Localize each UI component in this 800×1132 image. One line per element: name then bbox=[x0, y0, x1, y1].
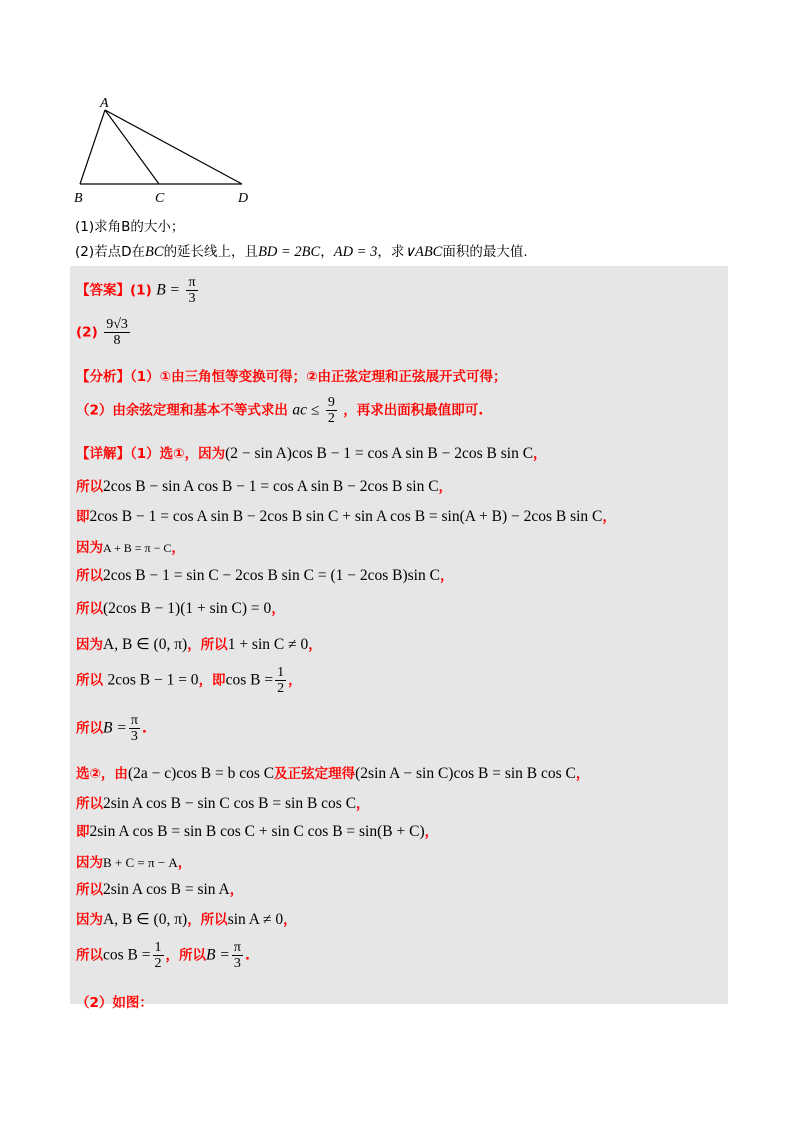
detail-eq-5: 2cos B − 1 = sin C − 2cos B sin C = (1 − 2cos B)sin C bbox=[103, 567, 440, 584]
detail-line-12: 即2sin A cos B = sin B cos C + sin C cos B = sin(B + C)， bbox=[76, 823, 439, 840]
label-c: C bbox=[155, 191, 165, 206]
triangle-figure bbox=[70, 92, 260, 207]
detail-line-14: 所以2sin A cos B = sin A， bbox=[76, 881, 244, 898]
detail-line-3: 即2cos B − 1 = cos A sin B − 2cos B sin C + sin A cos B = sin(A + B) − 2cos B sin C， bbox=[76, 508, 616, 525]
answer-line-1 bbox=[76, 275, 200, 306]
detail-eq-6: (2cos B − 1)(1 + sin C) = 0 bbox=[103, 600, 272, 617]
detail-line-7: 因为A, B ∈ (0, π)，所以1 + sin C ≠ 0， bbox=[76, 636, 322, 653]
side-ad bbox=[105, 110, 242, 184]
analysis-line-1 bbox=[76, 365, 507, 385]
analysis-fraction: $\frac{9}{2}$ bbox=[327, 395, 335, 426]
detail-line-8: 所以 2cos B − 1 = 0，即cos B = $\frac{1}{2}$ ， bbox=[76, 665, 302, 696]
answer-1-fraction: $\frac{\pi}{3}$ bbox=[188, 275, 196, 306]
side-ac bbox=[105, 110, 159, 184]
detail-eq-7a: A, B ∈ (0, π) bbox=[103, 636, 188, 653]
detail-eq-11: 2sin A cos B − sin C cos B = sin B cos C bbox=[103, 795, 357, 812]
detail-eq-3: 2cos B − 1 = cos A sin B − 2cos B sin C + sin A cos B = sin(A + B) − 2cos B sin C bbox=[89, 508, 603, 525]
answer-line-2 bbox=[76, 317, 132, 348]
label-d: D bbox=[238, 191, 249, 206]
detail-line-5: 所以2cos B − 1 = sin C − 2cos B sin C = (1 − 2cos B)sin C， bbox=[76, 567, 454, 584]
question-1: (1)求角B的大小； bbox=[75, 219, 185, 235]
detail-fraction-9: $\frac{\pi}{3}$ bbox=[130, 713, 138, 744]
analysis-ineq: ac ≤ bbox=[292, 401, 320, 419]
detail-fraction-16a: $\frac{1}{2}$ bbox=[154, 940, 162, 971]
detail-line-10: 选②，由(2a − c)cos B = b cos C及正弦定理得(2sin A − sin C)cos B = sin B cos C， bbox=[76, 765, 590, 782]
q2-cond-ad: AD = 3 bbox=[333, 244, 378, 260]
detail-line-9: 所以B = $\frac{\pi}{3}$ . bbox=[76, 713, 148, 744]
answer-2-fraction: $\frac{9√3}{8}$ bbox=[106, 317, 128, 348]
label-a: A bbox=[100, 96, 109, 111]
analysis-text-2a: （2）由余弦定理和基本不等式求出 bbox=[76, 402, 288, 419]
detail-eq-15a: A, B ∈ (0, π) bbox=[103, 911, 188, 928]
answer-2-label: (2) bbox=[76, 324, 98, 341]
detail-line-13: 因为B + C = π − A， bbox=[76, 855, 192, 871]
q2-sep: ， bbox=[320, 244, 334, 260]
q2-text-2: 的延长线上，且 bbox=[163, 244, 259, 260]
detail-line-11: 所以2sin A cos B − sin C cos B = sin B cos C， bbox=[76, 795, 370, 812]
detail-eq-8a: 2cos B − 1 = 0 bbox=[107, 671, 199, 689]
detail-eq-16a: cos B = bbox=[103, 946, 151, 964]
detail-line-1: 【详解】（1）选①，因为(2 − sin A)cos B − 1 = cos A sin B − 2cos B sin C， bbox=[76, 445, 547, 462]
analysis-text-1: 【分析】（1）①由三角恒等变换可得；②由正弦定理和正弦展开式可得； bbox=[76, 369, 507, 385]
answer-label: 【答案】(1) bbox=[76, 282, 152, 299]
detail-eq-7b: 1 + sin C ≠ 0 bbox=[227, 636, 309, 653]
detail-line-2: 所以2cos B − sin A cos B − 1 = cos A sin B − 2cos B sin C， bbox=[76, 478, 453, 495]
label-b: B bbox=[74, 191, 83, 206]
detail-eq-8b: cos B = bbox=[225, 671, 274, 689]
detail-eq-10b: (2sin A − sin C)cos B = sin B cos C bbox=[355, 765, 576, 782]
detail-eq-12: 2sin A cos B = sin B cos C + sin C cos B = sin(B + C) bbox=[89, 823, 425, 840]
detail-eq-16b: B = bbox=[206, 946, 230, 964]
detail-fraction-8: $\frac{1}{2}$ bbox=[277, 665, 285, 696]
detail-fraction-16b: $\frac{\pi}{3}$ bbox=[233, 940, 241, 971]
question-2 bbox=[75, 240, 528, 261]
detail-eq-1: (2 − sin A)cos B − 1 = cos A sin B − 2cos B sin C bbox=[225, 445, 534, 462]
detail-line-17: （2）如图： bbox=[76, 995, 153, 1011]
q2-cond-bd: BD = 2BC bbox=[258, 244, 321, 260]
q2-text-4: 面积的最大值. bbox=[442, 244, 528, 260]
detail-line-16: 所以cos B = $\frac{1}{2}$ ，所以B = $\frac{\pi}{3}$ . bbox=[76, 940, 251, 971]
q2-triangle: ∨ABC bbox=[404, 244, 443, 260]
detail-eq-2: 2cos B − sin A cos B − 1 = cos A sin B − 2cos B sin C bbox=[103, 478, 439, 495]
q2-bc: BC bbox=[145, 244, 164, 260]
detail-eq-10a: (2a − c)cos B = b cos C bbox=[127, 765, 275, 782]
q2-text-1: (2)若点D在 bbox=[75, 244, 146, 260]
detail-eq-14: 2sin A cos B = sin A bbox=[103, 881, 230, 898]
side-ab bbox=[80, 110, 105, 184]
detail-eq-13: B + C = π − A bbox=[103, 855, 178, 870]
q2-text-3: ，求 bbox=[377, 244, 405, 260]
detail-eq-4: A + B = π − C bbox=[103, 541, 172, 555]
detail-eq-15b: sin A ≠ 0 bbox=[227, 911, 284, 928]
detail-eq-9: B = bbox=[103, 719, 127, 737]
analysis-line-2 bbox=[76, 395, 483, 426]
detail-line-6: 所以(2cos B − 1)(1 + sin C) = 0， bbox=[76, 600, 285, 617]
answer-1-lhs: B = bbox=[156, 281, 180, 299]
detail-line-15: 因为A, B ∈ (0, π)，所以sin A ≠ 0， bbox=[76, 911, 297, 928]
analysis-text-2b: ，再求出面积最值即可. bbox=[343, 402, 484, 419]
detail-line-4: 因为A + B = π − C， bbox=[76, 540, 185, 556]
